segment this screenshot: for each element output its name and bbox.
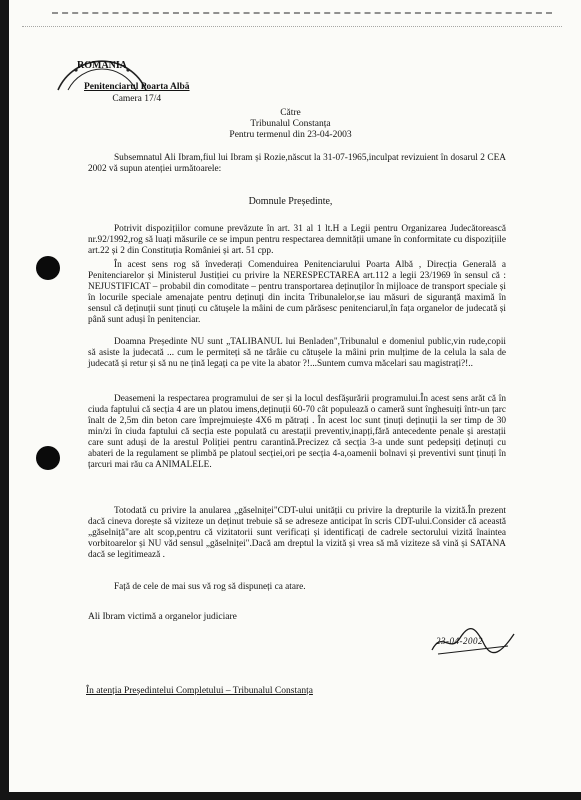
- body-paragraph-6: Față de cele de mai sus vă rog să dispuneți ca atare.: [114, 582, 306, 592]
- scan-noise-top: [52, 12, 552, 22]
- body-paragraph-5: Totodată cu privire la anularea „găselniței"CDT-ului unității cu privire la drepturile la vizită.În prezent dacă cineva dorește să viziteze un deținut trebuie să se adreseze anticipat în scris CDT-ului.Consider că această „găselniță"are alt scop,pentru că vizitatorii sunt verificați și identificați de cadrele sectorului vizită înaintea vorbitoarelor și NU văd sensul „găselniței".Dacă am dreptul la vizită și vrea să mă viziteze să vină și SATANA dacă se legitimează .: [88, 506, 506, 560]
- body-paragraph-1: Potrivit dispozițiilor comune prevăzute în art. 31 al 1 lt.H a Legii pentru Organizarea Judecătorească nr.92/1992,rog să luați măsurile ce se impun pentru respectarea demnității umane în conformitate cu dispozițiile art.22 și 2 din Constituția României și art. 51 cpp.: [88, 224, 506, 256]
- footer-attention-line: În atenția Președintelui Completului – Tribunalul Constanța: [86, 686, 313, 696]
- handwritten-date: 23-04-2002: [436, 636, 483, 646]
- body-paragraph-2: În acest sens rog să învederați Comenduirea Penitenciarului Poarta Albă , Direcția Generală a Penitenciarelor și Ministerul Justiției cu privire la NERESPECTAREA art.112 a legii 23/1969 în sensul că : NEJUSTIFICAT – probabil din comoditate – pentru transportarea deținuților în mijloace de transport speciale și în locurile speciale amenajate pentru deținuți din incita Tribunalelor,se iau măsuri de siguranță maximă în sensul că deținuții sunt ținuți cu cătușele la mâini de cum părăsesc penitenciarul,în fața organelor de judecată și până sunt aduși în penitenciar.: [88, 260, 506, 325]
- sender-header: [84, 81, 190, 105]
- intro-paragraph: Subsemnatul Ali Ibram,fiul lui Ibram și Rozie,născut la 31-07-1965,inculpat revizuient în dosarul 2 CEA 2002 vă supun atenției următoarele:: [88, 153, 506, 174]
- recipient-to: Către: [280, 108, 301, 118]
- punch-hole-upper: [36, 256, 60, 280]
- body-paragraph-4: Deasemeni la respectarea programului de ser și la locul desfășurării programului.În acest sens arăt că în ciuda faptului că secția 4 are un platou imens,deținuții 60-70 cât populează o cameră sunt înghesuiți într-un țarc înalt de 2,5m din beton care împrejmuiește 4X6 m pătrați . În acest loc sunt ținuți deținuții la ser timp de 30 min/zi în ciuda faptului că secția este populată cu arestații preventiv,inapți,fără antecedente penale și arestații care sunt aduși de la arestul Poliției pentru carantină.Precizez că secția 3-a unde sunt pedepsiți deținuți cu abateri de la regulament se plimbă pe platoul secției,ori pe secția 4-a,oamenii bolnavi și preventivi sunt ținuți în țarcuri mai rău ca ANIMALELE.: [88, 394, 506, 470]
- scan-edge-bottom: [0, 792, 581, 800]
- recipient-block: [0, 108, 581, 141]
- hearing-date: Pentru termenul din 23-04-2003: [229, 130, 352, 140]
- room-number: Camera 17/4: [112, 94, 162, 104]
- greeting: Domnule Președinte,: [248, 196, 333, 207]
- punch-hole-lower: [36, 446, 60, 470]
- body-paragraph-3: Doamna Președinte NU sunt „TALIBANUL lui Benladen",Tribunalul e domeniul public,vin rude,copii să asiste la judecată ... cum le permiteți să ne târâie cu cătușele la mâini prin mulțime de la celula la sala de judecată și retur și să nu ne țină legați ca pe vite la abator ?!...Suntem cumva măcelari sau magistrați?!..: [88, 337, 506, 369]
- recipient-court: Tribunalul Constanța: [250, 119, 331, 129]
- scan-noise-top-2: [22, 26, 562, 33]
- stamp-text: ROMANIA: [77, 60, 127, 71]
- signoff-line: Ali Ibram victimă a organelor judiciare: [88, 612, 237, 622]
- institution-name: Penitenciarul Poarta Albă: [84, 82, 190, 92]
